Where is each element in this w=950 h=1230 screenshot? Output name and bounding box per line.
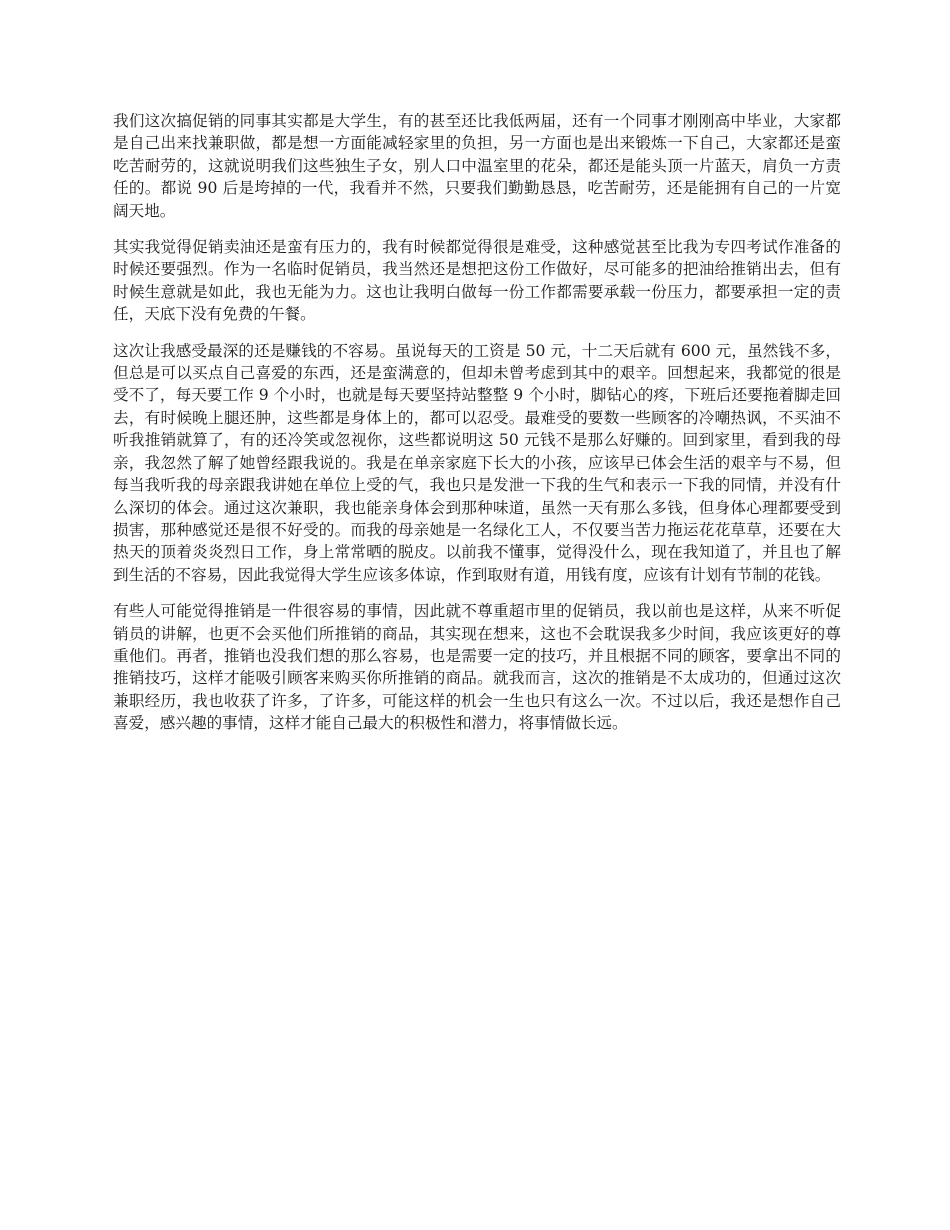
document-page <box>113 110 841 749</box>
paragraph-2: 其实我觉得促销卖油还是蛮有压力的，我有时候都觉得很是难受，这种感觉甚至比我为专四考试作准备的时候还要强烈。作为一名临时促销员，我当然还是想把这份工作做好，尽可能多的把油给推销出去，但有时候生意就是如此，我也无能为力。这也让我明白做每一份工作都需要承载一份压力，都要承担一定的责任，天底下没有免费的午餐。 <box>113 238 841 324</box>
paragraph-3: 这次让我感受最深的还是赚钱的不容易。虽说每天的工资是 50 元，十二天后就有 600 元，虽然钱不多，但总是可以买点自己喜爱的东西，还是蛮满意的，但却未曾考虑到其中的艰辛。回想起来，我都觉的很是受不了，每天要工作 9 个小时，也就是每天要坚持站整整 9 个小时，脚钻心的疼，下班后还要拖着脚走回去，有时候晚上腿还肿，这些都是身体上的，都可以忍受。最难受的要数一些顾客的冷嘲热讽，不买油不听我推销就算了，有的还冷笑或忽视你，这些都说明这 50 元钱不是那么好赚的。回到家里，看到我的母亲，我忽然了解了她曾经跟我说的。我是在单亲家庭下长大的小孩，应该早已体会生活的艰辛与不易，但每当我听我的母亲跟我讲她在单位上受的气，我也只是发泄一下我的生气和表示一下我的同情，并没有什么深切的体会。通过这次兼职，我也能亲身体会到那种味道，虽然一天有那么多钱，但身体心理都要受到损害，那种感觉还是很不好受的。而我的母亲她是一名绿化工人，不仅要当苦力拖运花花草草，还要在大热天的顶着炎炎烈日工作，身上常常晒的脱皮。以前我不懂事，觉得没什么，现在我知道了，并且也了解到生活的不容易，因此我觉得大学生应该多体谅，作到取财有道，用钱有度，应该有计划有节制的花钱。 <box>113 341 841 584</box>
paragraph-1: 我们这次搞促销的同事其实都是大学生，有的甚至还比我低两届，还有一个同事才刚刚高中毕业，大家都是自己出来找兼职做，都是想一方面能减轻家里的负担，另一方面也是出来锻炼一下自己，大家都还是蛮吃苦耐劳的，这就说明我们这些独生子女，别人口中温室里的花朵，都还是能头顶一片蓝天，肩负一方责任的。都说 90 后是垮掉的一代，我看并不然，只要我们勤勤恳恳，吃苦耐劳，还是能拥有自己的一片宽阔天地。 <box>113 112 841 220</box>
paragraph-4: 有些人可能觉得推销是一件很容易的事情，因此就不尊重超市里的促销员，我以前也是这样，从来不听促销员的讲解，也更不会买他们所推销的商品，其实现在想来，这也不会耽误我多少时间，我应该更好的尊重他们。再者，推销也没我们想的那么容易，也是需要一定的技巧，并且根据不同的顾客，要拿出不同的推销技巧，这样才能吸引顾客来购买你所推销的商品。就我而言，这次的推销是不太成功的，但通过这次兼职经历，我也收获了许多，了许多，可能这样的机会一生也只有这么一次。不过以后，我还是想作自己喜爱，感兴趣的事情，这样才能自己最大的积极性和潜力，将事情做长远。 <box>113 602 841 733</box>
